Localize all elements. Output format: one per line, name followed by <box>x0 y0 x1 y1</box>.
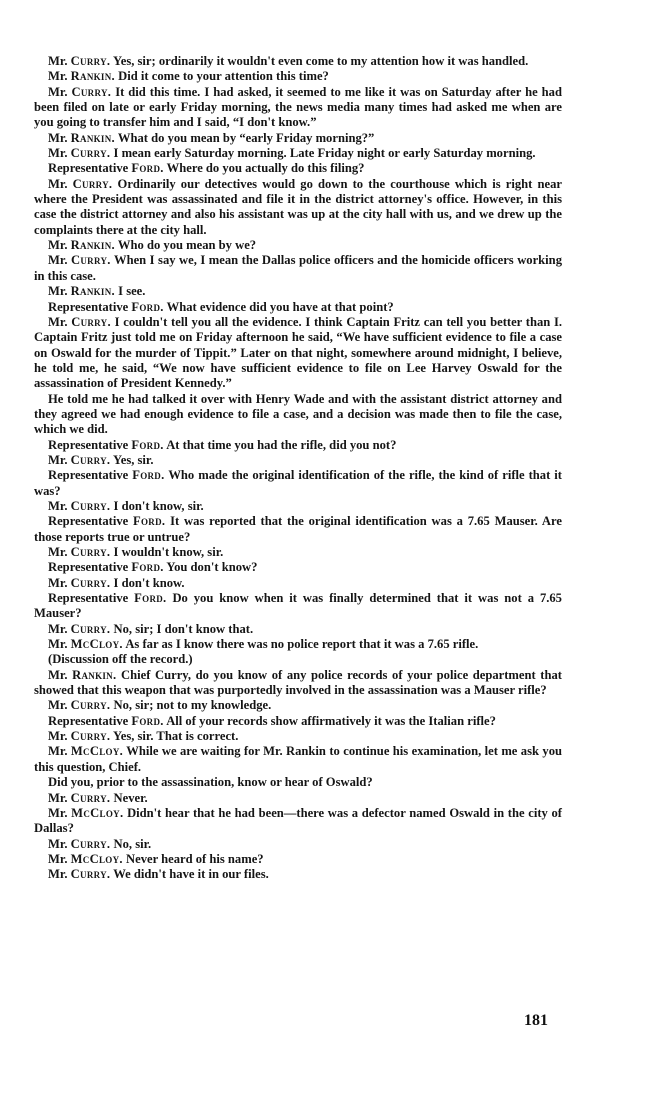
speech-text: Who do you mean by we? <box>117 238 257 253</box>
transcript-paragraph <box>34 161 562 176</box>
speaker-title: Mr. <box>48 69 68 84</box>
speaker-title: Mr. <box>48 621 68 636</box>
speaker-title: Representative <box>48 437 129 452</box>
speech-text: Where do you actually do this filing? <box>166 161 365 176</box>
speaker-title: Representative <box>48 560 129 575</box>
speech-text: It was reported that the original identification was a 7.65 Mauser. Are those reports true or untrue? <box>34 514 562 544</box>
speech-text: Did you, prior to the assassination, know or hear of Oswald? <box>48 775 373 790</box>
speech-text: It did this time. I had asked, it seemed to me like it was on Saturday after he had been filed on late or early Friday morning, the news media many times had asked me when are you going to transfer him and I said, “I don't know.” <box>34 84 562 130</box>
speaker-name: Curry. <box>70 253 111 268</box>
speaker-name: Curry. <box>70 452 111 467</box>
transcript-paragraph <box>34 652 562 667</box>
speech-text: I wouldn't know, sir. <box>113 545 224 559</box>
transcript-paragraph <box>34 146 562 161</box>
speech-text: At that time you had the rifle, did you not? <box>166 437 397 452</box>
speaker-title: Representative <box>48 161 129 176</box>
speaker-name: Curry. <box>70 790 111 805</box>
speaker-title: Mr. <box>48 84 68 99</box>
speaker-name: Ford. <box>131 713 164 728</box>
page-number: 181 <box>524 1012 548 1029</box>
speaker-name: Curry. <box>70 867 111 882</box>
speech-text: Didn't hear that he had been—there was a defector named Oswald in the city of Dallas? <box>34 805 562 836</box>
speech-text: While we are waiting for Mr. Rankin to continue his examination, let me ask you this question, Chief. <box>34 744 562 774</box>
speaker-title: Mr. <box>48 146 68 161</box>
transcript-paragraph <box>34 468 562 499</box>
speaker-name: Ford. <box>131 437 164 452</box>
transcript-paragraph <box>34 591 562 622</box>
speaker-name: Ford. <box>133 514 166 529</box>
transcript-paragraph <box>34 392 562 438</box>
speaker-name: Rankin. <box>70 284 115 299</box>
speaker-name: Curry. <box>70 146 111 161</box>
transcript-paragraph <box>34 238 562 253</box>
speech-text: No, sir; not to my knowledge. <box>113 698 272 713</box>
speech-text: He told me he had talked it over with Henry Wade and with the assistant district attorney and they agreed we had enough evidence to file a case, and a decision was made then to file the case, which we did. <box>34 391 562 437</box>
speech-text: I couldn't tell you all the evidence. I think Captain Fritz can tell you better than I. Captain Fritz just told me on Friday afternoon he said, “We have sufficient evidence to file a case on Oswald for the murder of Tippit.” Later on that night, somewhere around midnight, I believe, he told me, he said, “We now have sufficient evidence to file on Lee Harvey Oswald for the assassination of President Kennedy.” <box>34 314 563 391</box>
speaker-title: Mr. <box>48 176 68 191</box>
speaker-name: McCloy. <box>70 744 124 759</box>
transcript-paragraph <box>34 560 562 575</box>
speech-text: Yes, sir. <box>113 452 154 467</box>
speaker-name: Curry. <box>70 729 111 744</box>
speech-text: Never. <box>113 790 148 805</box>
transcript-paragraph <box>34 714 562 729</box>
transcript-paragraph <box>34 545 562 560</box>
speaker-name: Curry. <box>72 176 113 191</box>
speaker-title: Mr. <box>48 667 68 682</box>
speaker-title: Representative <box>48 299 129 314</box>
speech-text: Yes, sir. That is correct. <box>113 729 239 744</box>
speaker-title: Mr. <box>48 805 68 820</box>
speaker-title: Mr. <box>48 54 68 68</box>
speaker-title: Representative <box>48 514 129 529</box>
transcript-paragraph <box>34 744 562 775</box>
speech-text: What evidence did you have at that point? <box>166 299 394 314</box>
speaker-title: Mr. <box>48 498 68 513</box>
speaker-title: Representative <box>48 468 129 483</box>
transcript-paragraph <box>34 284 562 299</box>
transcript-body <box>34 54 562 883</box>
speech-text: I don't know. <box>113 575 185 590</box>
speaker-name: Curry. <box>71 84 112 99</box>
speaker-title: Representative <box>48 713 129 728</box>
transcript-paragraph <box>34 775 562 790</box>
speaker-name: Curry. <box>70 545 111 559</box>
speaker-name: Rankin. <box>70 69 115 84</box>
speaker-title: Mr. <box>48 284 68 299</box>
transcript-paragraph <box>34 729 562 744</box>
transcript-paragraph <box>34 438 562 453</box>
speech-text: Did it come to your attention this time? <box>118 69 329 84</box>
speaker-name: Rankin. <box>70 130 115 145</box>
transcript-paragraph <box>34 698 562 713</box>
speech-text: All of your records show affirmatively it was the Italian rifle? <box>166 713 496 728</box>
speaker-title: Mr. <box>48 836 68 851</box>
speaker-title: Mr. <box>48 637 68 652</box>
speaker-title: Mr. <box>48 452 68 467</box>
transcript-paragraph <box>34 253 562 284</box>
speaker-name: McCloy. <box>70 637 123 652</box>
speech-text: We didn't have it in our files. <box>113 867 269 882</box>
speaker-name: Curry. <box>71 314 111 329</box>
transcript-paragraph <box>34 69 562 84</box>
speech-text: No, sir; I don't know that. <box>113 621 254 636</box>
speech-text: What do you mean by “early Friday morning?” <box>117 130 375 145</box>
transcript-paragraph <box>34 514 562 545</box>
speaker-name: Curry. <box>70 575 111 590</box>
speaker-name: Curry. <box>70 54 111 68</box>
transcript-paragraph <box>34 499 562 514</box>
speaker-name: Curry. <box>70 498 111 513</box>
speaker-title: Representative <box>48 591 129 606</box>
speech-text: Yes, sir; ordinarily it wouldn't even come to my attention how it was handled. <box>113 54 529 68</box>
transcript-paragraph <box>34 85 562 131</box>
speech-text: When I say we, I mean the Dallas police officers and the homicide officers working in this case. <box>34 253 562 283</box>
speaker-title: Mr. <box>48 253 68 268</box>
speech-text: Who made the original identification of the rifle, the kind of rifle that it was? <box>34 468 562 498</box>
speech-text: As far as I know there was no police report that it was a 7.65 rifle. <box>125 637 479 652</box>
transcript-paragraph <box>34 668 562 699</box>
speaker-title: Mr. <box>48 314 68 329</box>
speaker-title: Mr. <box>48 729 68 744</box>
transcript-paragraph <box>34 806 562 837</box>
transcript-paragraph <box>34 576 562 591</box>
speech-text: Ordinarily our detectives would go down to the courthouse which is right near where the President was assassinated and file it in the district attorney's office. However, in this case the district attorney and also his assistant was up at the city hall with us, and we drew up the complaints there at the city hall. <box>34 176 562 237</box>
speech-text: No, sir. <box>113 836 152 851</box>
speaker-name: Ford. <box>132 468 165 483</box>
speaker-name: Rankin. <box>72 667 117 682</box>
transcript-paragraph <box>34 177 562 238</box>
speaker-title: Mr. <box>48 545 68 559</box>
speech-text: You don't know? <box>166 560 258 575</box>
speech-text: Do you know when it was finally determined that it was not a 7.65 Mauser? <box>34 591 562 621</box>
speech-text: I see. <box>118 284 146 299</box>
transcript-paragraph <box>34 837 562 852</box>
transcript-paragraph <box>34 300 562 315</box>
speaker-title: Mr. <box>48 238 68 253</box>
speaker-name: Curry. <box>70 698 111 713</box>
speaker-name: Curry. <box>70 836 111 851</box>
transcript-paragraph <box>34 867 562 882</box>
transcript-paragraph <box>34 131 562 146</box>
speaker-name: McCloy. <box>70 851 123 866</box>
transcript-paragraph <box>34 315 562 392</box>
speech-text: I don't know, sir. <box>113 498 204 513</box>
speech-text: I mean early Saturday morning. Late Friday night or early Saturday morning. <box>113 146 536 161</box>
speaker-title: Mr. <box>48 790 68 805</box>
transcript-paragraph <box>34 637 562 652</box>
speaker-name: Rankin. <box>70 238 115 253</box>
speaker-name: Ford. <box>131 560 164 575</box>
speech-text: Chief Curry, do you know of any police records of your police department that showed that this weapon that was purportedly involved in the assassination was a Mauser rifle? <box>34 667 562 698</box>
speaker-title: Mr. <box>48 575 68 590</box>
speaker-name: Ford. <box>134 591 167 606</box>
speaker-name: Ford. <box>131 161 164 176</box>
speaker-title: Mr. <box>48 744 68 759</box>
transcript-paragraph <box>34 622 562 637</box>
speaker-title: Mr. <box>48 851 68 866</box>
speaker-name: McCloy. <box>71 805 124 820</box>
speech-text: (Discussion off the record.) <box>48 652 193 667</box>
speaker-name: Curry. <box>70 621 111 636</box>
speaker-name: Ford. <box>131 299 164 314</box>
transcript-paragraph <box>34 852 562 867</box>
transcript-paragraph <box>34 453 562 468</box>
speaker-title: Mr. <box>48 130 68 145</box>
speaker-title: Mr. <box>48 698 68 713</box>
speech-text: Never heard of his name? <box>126 851 264 866</box>
transcript-paragraph <box>34 791 562 806</box>
speaker-title: Mr. <box>48 867 68 882</box>
transcript-paragraph <box>34 54 562 69</box>
